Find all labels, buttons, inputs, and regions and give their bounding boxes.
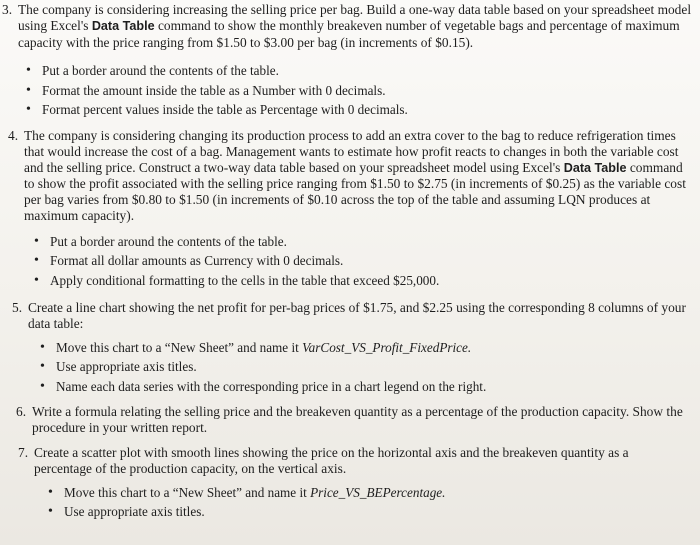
question-number: 3. bbox=[2, 2, 13, 17]
data-table-term: Data Table bbox=[91, 18, 155, 33]
list-item: • Format the amount inside the table as a Number with 0 decimals. bbox=[22, 83, 692, 99]
data-table-term: Data Table bbox=[563, 160, 627, 175]
list-item: • Name each data series with the corresponding price in a chart legend on the right. bbox=[36, 379, 686, 395]
question-number: 4. bbox=[8, 128, 19, 143]
sheet-name: VarCost_VS_Profit_FixedPrice. bbox=[302, 339, 472, 355]
question-text: Create a scatter plot with smooth lines showing the price on the horizontal axis and the breakeven quantity as a percentage of the production capacity, on the vertical axis. bbox=[34, 445, 629, 476]
question-text: The company is considering increasing the selling price per bag. Build a one-way data table based on your spreadsheet model using Excel's Data Table command to show the monthly breakeven number of vegetable bags and percentage of maximum capacity with the price ranging from $1.50 to $3.00 per bag (in increments of $0.15). bbox=[18, 2, 692, 50]
list-item: • Move this chart to a “New Sheet” and name it Price_VS_BEPercentage. bbox=[44, 485, 686, 501]
question-7 bbox=[18, 445, 686, 524]
bullet-list bbox=[36, 340, 686, 395]
bullet-list bbox=[22, 63, 692, 118]
question-3 bbox=[2, 2, 692, 122]
list-item: • Apply conditional formatting to the cells in the table that exceed $25,000. bbox=[30, 273, 686, 289]
question-number: 6. bbox=[16, 404, 27, 419]
bullet-list bbox=[44, 485, 686, 520]
question-number: 7. bbox=[18, 445, 29, 460]
question-text: The company is considering changing its production process to add an extra cover to the bag to reduce refrigeration times that would increase the cost of a bag. Management wants to estimate how profit reacts to changes in both the variable cost and the selling price. Construct a two-way data table based on your spreadsheet model using Excel's Data Table command to show the profit associated with the selling price ranging from $1.50 to $2.75 (in increments of $0.25) as the variable cost per bag varies from $0.80 to $1.50 (in increments of $0.10 across the top of the table and assuming LQN produces at maximum capacity). bbox=[24, 128, 686, 223]
question-6 bbox=[16, 404, 686, 436]
list-item: • Format percent values inside the table as Percentage with 0 decimals. bbox=[22, 102, 692, 118]
list-item: • Format all dollar amounts as Currency with 0 decimals. bbox=[30, 253, 686, 269]
question-text: Create a line chart showing the net profit for per-bag prices of $1.75, and $2.25 using the corresponding 8 columns of your data table: bbox=[28, 300, 686, 331]
list-item: • Use appropriate axis titles. bbox=[44, 504, 686, 520]
list-item: • Put a border around the contents of the table. bbox=[30, 234, 686, 250]
list-item: • Use appropriate axis titles. bbox=[36, 359, 686, 375]
list-item: • Move this chart to a “New Sheet” and name it VarCost_VS_Profit_FixedPrice. bbox=[36, 340, 686, 356]
question-4 bbox=[8, 128, 686, 292]
question-number: 5. bbox=[12, 300, 23, 315]
bullet-list bbox=[30, 234, 686, 289]
list-item: • Put a border around the contents of the table. bbox=[22, 63, 692, 79]
sheet-name: Price_VS_BEPercentage. bbox=[310, 484, 446, 500]
question-5 bbox=[12, 300, 686, 398]
question-text: Write a formula relating the selling price and the breakeven quantity as a percentage of the production capacity. Show the procedure in your written report. bbox=[32, 404, 683, 435]
